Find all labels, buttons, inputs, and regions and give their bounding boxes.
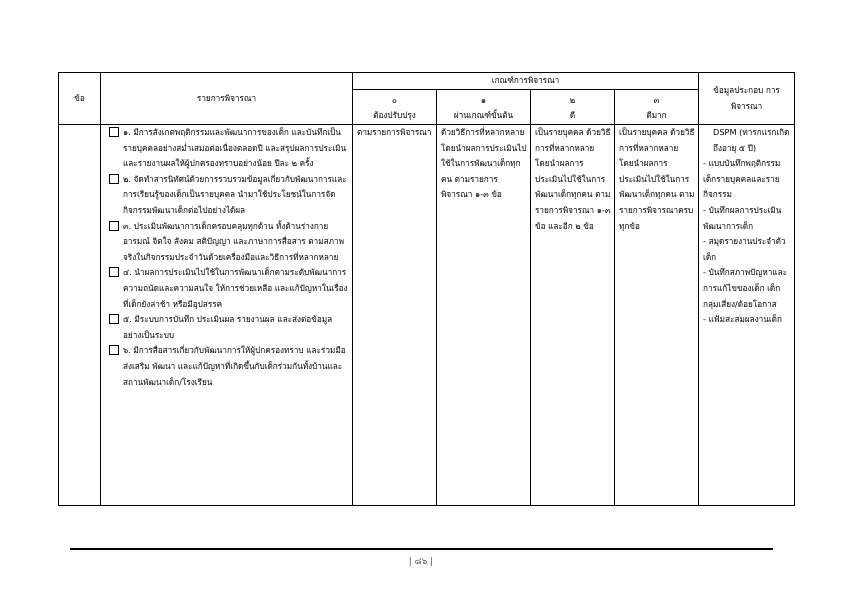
- checkbox[interactable]: [109, 314, 119, 324]
- list-item: [109, 125, 348, 172]
- level-number: ๐: [392, 95, 397, 105]
- level-name: ดี: [569, 110, 576, 120]
- criteria-level-3: เป็นรายบุคคล ด้วยวิธีการที่หลากหลาย โดยนำผลการประเมินไปใช้ในการพัฒนาเด็กทุกคน ตามรายการพิจารณาครบทุกข้อ: [615, 125, 699, 506]
- info-line: - บันทึกสภาพปัญหาและการแก้ไขของเด็ก เด็กกลุ่มเสี่ยง/ด้อยโอกาส: [703, 267, 788, 309]
- header-level-1: [437, 90, 531, 125]
- header-supporting-info: ข้อมูลประกอบ การพิจารณา: [699, 73, 795, 125]
- header-item-no: ข้อ: [59, 73, 101, 125]
- items-cell: [101, 125, 353, 506]
- evaluation-table: [58, 72, 795, 506]
- info-line: - บันทึกผลการประเมินพัฒนาการเด็ก: [703, 204, 782, 231]
- info-line: - สมุดรายงานประจำตัวเด็ก: [703, 236, 786, 262]
- list-item: [109, 265, 348, 312]
- checkbox[interactable]: [109, 127, 119, 137]
- header-items: รายการพิจารณา: [101, 73, 353, 125]
- item-text: ๖. มีการสื่อสารเกี่ยวกับพัฒนาการให้ผู้ปกครองทราบ และร่วมมือส่งเสริม พัฒนา และแก้ปัญหาที่เกิดขึ้นกับเด็กร่วมกันทั้งบ้านและสถานพัฒนาเด็ก/โรงเรียน: [123, 345, 346, 387]
- level-number: ๓: [653, 95, 660, 105]
- checkbox[interactable]: [109, 221, 119, 231]
- header-level-2: [531, 90, 615, 125]
- checkbox[interactable]: [109, 345, 119, 355]
- footer-divider: [70, 548, 773, 550]
- list-item: [109, 343, 348, 390]
- level-number: ๒: [569, 95, 576, 105]
- list-item: [109, 172, 348, 219]
- level-number: ๑: [480, 95, 487, 105]
- level-name: ผ่านเกณฑ์ขั้นต้น: [453, 110, 514, 120]
- info-line: - แฟ้มสะสมผลงานเด็ก: [703, 314, 782, 325]
- header-criteria: เกณฑ์การพิจารณา: [353, 73, 699, 90]
- item-text: ๓. ประเมินพัฒนาการเด็กครอบคลุมทุกด้าน ทั้งด้านร่างกาย อารมณ์ จิตใจ สังคม สติปัญญา และภาษาการสื่อสาร ตามสภาพจริงในกิจกรรมประจำวันด้วยเครื่องมือและวิธีการที่หลากหลาย: [123, 220, 344, 262]
- checkbox[interactable]: [109, 267, 119, 277]
- criteria-level-2: เป็นรายบุคคล ด้วยวิธีการที่หลากหลาย โดยนำผลการประเมินไปใช้ในการพัฒนาเด็กทุกคน ตามรายการพิจารณา ๑-๓ ข้อ และอีก ๒ ข้อ: [531, 125, 615, 506]
- item-text: ๑. มีการสังเกตพฤติกรรมและพัฒนาการของเด็ก และบันทึกเป็นรายบุคคลอย่างสม่ำเสมอต่อเนื่องตลอดปี และสรุปผลการประเมินและรายงานผลให้ผู้ปกครองทราบอย่างน้อย ปีละ ๒ ครั้ง: [123, 127, 347, 169]
- header-level-3: [615, 90, 699, 125]
- item-text: ๒. จัดทำสารนิทัศน์ด้วยการรวบรวมข้อมูลเกี่ยวกับพัฒนาการและการเรียนรู้ของเด็กเป็นรายบุคคล นำมาใช้ประโยชน์ในการจัดกิจกรรมพัฒนาเด็กต่อไปอย่างได้ผล: [123, 173, 347, 215]
- item-text: ๔. นำผลการประเมินไปใช้ในการพัฒนาเด็กตามระดับพัฒนาการ ความถนัดและความสนใจ ให้การช่วยเหลือ และแก้ปัญหาในเรื่องที่เด็กยังล่าช้า หรือมีอุปสรรค: [123, 267, 348, 309]
- page-number: | ๘๖ |: [408, 557, 434, 567]
- checkbox[interactable]: [109, 174, 119, 184]
- list-item: [109, 219, 348, 266]
- level-name: ดีมาก: [646, 110, 667, 120]
- criteria-level-0: ตามรายการพิจารณา: [353, 125, 437, 506]
- header-level-0: [353, 90, 437, 125]
- criteria-level-1: ด้วยวิธีการที่หลากหลาย โดยนำผลการประเมินไปใช้ในการพัฒนาเด็กทุกคน ตามรายการพิจารณา ๑-๓ ข้อ: [437, 125, 531, 506]
- supporting-info-cell: [699, 125, 795, 506]
- info-line: DSPM (ทารกแรกเกิดถึงอายุ ๕ ปี): [713, 127, 790, 153]
- info-line: - แบบบันทึกพฤติกรรมเด็กรายบุคคลและรายกิจกรรม: [703, 158, 781, 200]
- list-item: [109, 312, 348, 343]
- item-no-cell: [59, 125, 101, 506]
- item-text: ๕. มีระบบการบันทึก ประเมินผล รายงานผล และส่งต่อข้อมูลอย่างเป็นระบบ: [123, 314, 333, 340]
- level-name: ต้องปรับปรุง: [373, 110, 416, 120]
